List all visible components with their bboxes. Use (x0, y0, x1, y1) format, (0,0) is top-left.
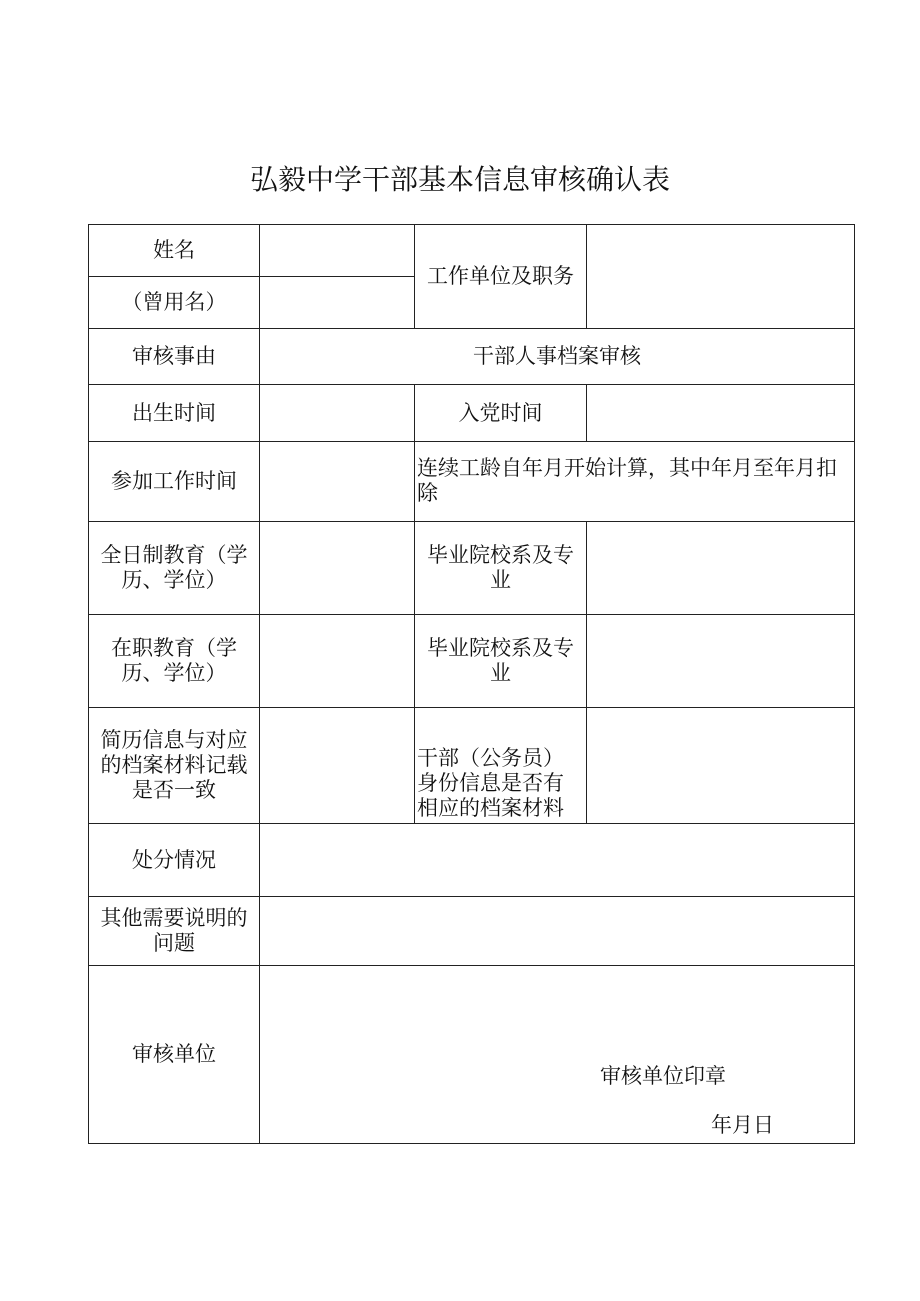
resume-consistency-field[interactable] (260, 708, 415, 824)
inservice-school-field[interactable] (587, 615, 855, 708)
discipline-field[interactable] (260, 824, 855, 897)
party-field[interactable] (587, 385, 855, 442)
work-start-label: 参加工作时间 (89, 442, 260, 522)
former-name-field[interactable] (260, 277, 415, 329)
fulltime-school-label: 毕业院校系及专业 (415, 522, 587, 615)
review-reason-label: 审核事由 (89, 329, 260, 385)
name-field[interactable] (260, 225, 415, 277)
discipline-label: 处分情况 (89, 824, 260, 897)
party-label: 入党时间 (415, 385, 587, 442)
inservice-school-label: 毕业院校系及专业 (415, 615, 587, 708)
seniority-text: 连续工龄自年月开始计算，其中年月至年月扣除 (415, 442, 855, 522)
review-reason-value: 干部人事档案审核 (260, 329, 855, 385)
other-issues-field[interactable] (260, 897, 855, 966)
other-issues-label: 其他需要说明的问题 (89, 897, 260, 966)
resume-consistency-label: 简历信息与对应的档案材料记载是否一致 (89, 708, 260, 824)
inservice-edu-field[interactable] (260, 615, 415, 708)
cadre-identity-field[interactable] (587, 708, 855, 824)
former-name-label: （曾用名） (89, 277, 260, 329)
review-unit-area[interactable] (260, 966, 855, 1144)
work-start-field[interactable] (260, 442, 415, 522)
birth-label: 出生时间 (89, 385, 260, 442)
inservice-edu-label: 在职教育（学历、学位） (89, 615, 260, 708)
seal-label: 审核单位印章 (600, 1064, 726, 1088)
cadre-info-table (88, 224, 855, 1144)
name-label: 姓名 (89, 225, 260, 277)
review-unit-label: 审核单位 (89, 966, 260, 1144)
fulltime-school-field[interactable] (587, 522, 855, 615)
fulltime-edu-field[interactable] (260, 522, 415, 615)
cadre-identity-label: 干部（公务员）身份信息是否有相应的档案材料 (415, 708, 587, 824)
work-unit-field[interactable] (587, 225, 855, 329)
fulltime-edu-label: 全日制教育（学历、学位） (89, 522, 260, 615)
work-unit-label: 工作单位及职务 (415, 225, 587, 329)
form-title: 弘毅中学干部基本信息审核确认表 (249, 163, 670, 196)
birth-field[interactable] (260, 385, 415, 442)
date-label: 年月日 (711, 1113, 774, 1137)
